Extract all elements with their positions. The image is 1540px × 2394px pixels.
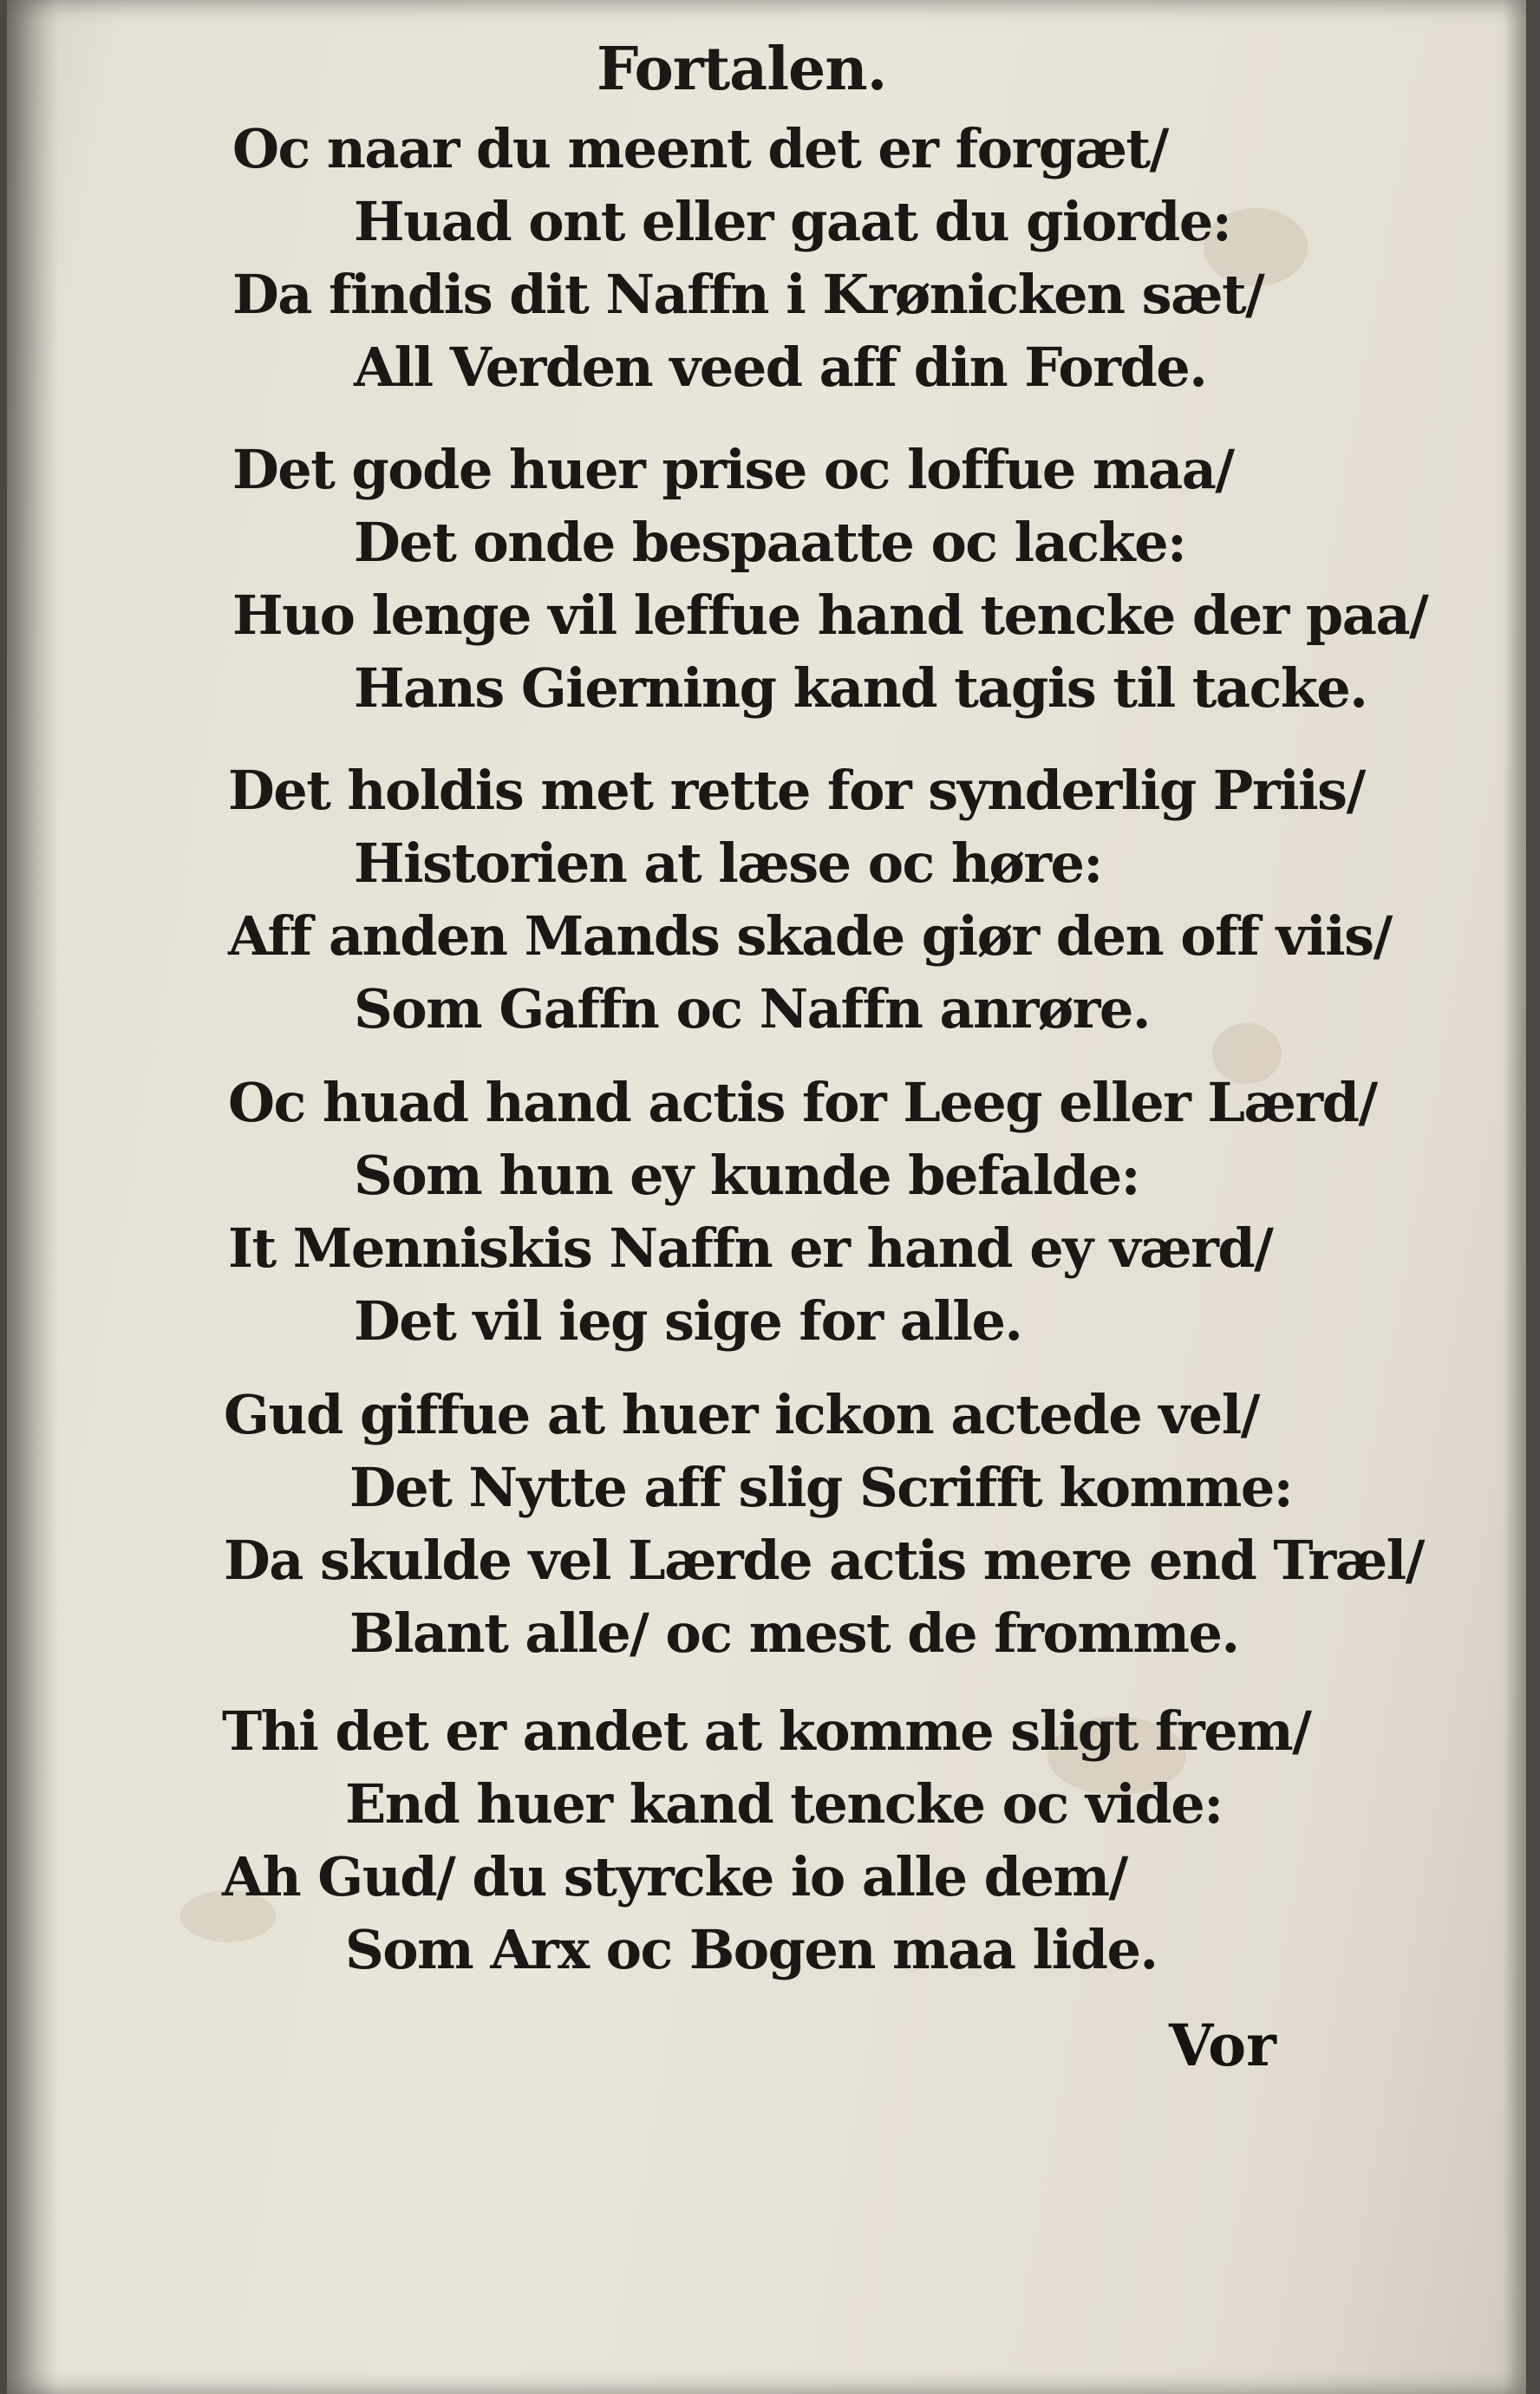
verse-line: Blant alle/ oc mest de fromme. bbox=[349, 1601, 1239, 1665]
verse-line: Som Gaffn oc Naffn anrøre. bbox=[354, 977, 1150, 1040]
verse-line: It Menniskis Naffn er hand ey værd/ bbox=[228, 1217, 1273, 1280]
verse-line: Huo lenge vil leffue hand tencke der paa/ bbox=[232, 584, 1428, 647]
verse-line: All Verden veed aff din Forde. bbox=[354, 336, 1207, 399]
page-edge bbox=[1504, 0, 1526, 2394]
verse-line: Som Arx oc Bogen maa lide. bbox=[345, 1918, 1158, 1981]
running-head: Fortalen. bbox=[597, 35, 887, 104]
gutter-shadow bbox=[7, 0, 59, 2394]
verse-line: Hans Gierning kand tagis til tacke. bbox=[354, 656, 1367, 720]
verse-line: Det holdis met rette for synderlig Priis/ bbox=[228, 759, 1365, 822]
verse-line: Det gode huer prise oc loffue maa/ bbox=[232, 438, 1234, 501]
verse-line: Som hun ey kunde befalde: bbox=[354, 1144, 1140, 1207]
verse-line: Thi det er andet at komme sligt frem/ bbox=[222, 1699, 1311, 1763]
verse-line: Oc naar du meent det er forgæt/ bbox=[232, 117, 1168, 180]
verse-line: Gud giffue at huer ickon actede vel/ bbox=[224, 1383, 1259, 1446]
verse-line: Historien at læse oc høre: bbox=[354, 832, 1102, 895]
book-page bbox=[7, 0, 1526, 2394]
verse-line: Da findis dit Naffn i Krønicken sæt/ bbox=[232, 263, 1264, 326]
verse-line: Aff anden Mands skade giør den off viis/ bbox=[228, 904, 1392, 968]
verse-line: Det onde bespaatte oc lacke: bbox=[354, 511, 1186, 574]
verse-line: Det Nytte aff slig Scrifft komme: bbox=[349, 1456, 1293, 1519]
verse-line: Huad ont eller gaat du giorde: bbox=[354, 190, 1231, 253]
verse-line: Da skulde vel Lærde actis mere end Træl/ bbox=[224, 1529, 1424, 1592]
verse-line: Ah Gud/ du styrcke io alle dem/ bbox=[222, 1845, 1127, 1908]
verse-line: End huer kand tencke oc vide: bbox=[345, 1772, 1223, 1836]
verse-line: Oc huad hand actis for Leeg eller Lærd/ bbox=[228, 1071, 1377, 1134]
catchword: Vor bbox=[1169, 2012, 1276, 2079]
verse-line: Det vil ieg sige for alle. bbox=[354, 1289, 1022, 1353]
